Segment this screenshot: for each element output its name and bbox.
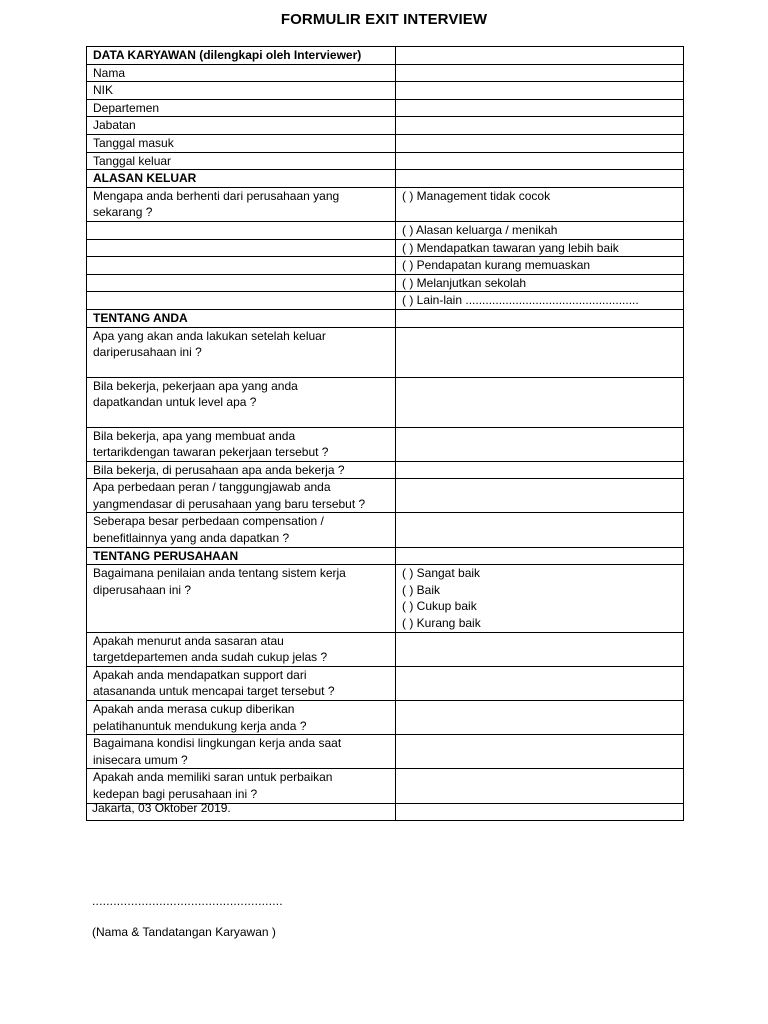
form-row (87, 427, 684, 461)
signature-line: ...................................................... (92, 894, 283, 908)
form-row (87, 327, 684, 377)
answer-cell[interactable] (396, 461, 684, 479)
question-label: Bagaimana kondisi lingkungan kerja anda saat inisecara umum ? (87, 735, 396, 769)
section-heading: TENTANG PERUSAHAAN (87, 547, 396, 565)
form-row (87, 701, 684, 735)
answer-cell[interactable] (396, 82, 684, 100)
question-label: Seberapa besar perbedaan compensation / benefitlainnya yang anda dapatkan ? (87, 513, 396, 547)
answer-cell[interactable] (396, 257, 684, 275)
answer-cell[interactable] (396, 239, 684, 257)
form-row (87, 632, 684, 666)
question-label: Tanggal masuk (87, 134, 396, 152)
answer-cell[interactable] (396, 309, 684, 327)
answer-option[interactable]: ( ) Baik (402, 582, 441, 597)
question-label (87, 292, 396, 310)
answer-cell[interactable] (396, 187, 684, 221)
answer-cell[interactable] (396, 274, 684, 292)
question-label: Apakah anda memiliki saran untuk perbaikan kedepan bagi perusahaan ini ? (87, 769, 396, 803)
answer-cell[interactable] (396, 769, 684, 803)
form-row (87, 769, 684, 803)
section-row (87, 547, 684, 565)
answer-option[interactable]: ( ) Mendapatkan tawaran yang lebih baik (402, 240, 619, 255)
form-row (87, 666, 684, 700)
question-label: Mengapa anda berhenti dari perusahaan yang sekarang ? (87, 187, 396, 221)
answer-cell[interactable] (396, 170, 684, 188)
answer-option[interactable]: ( ) Melanjutkan sekolah (402, 275, 527, 290)
exit-interview-table (86, 46, 684, 821)
answer-option[interactable]: ( ) Alasan keluarga / menikah (402, 222, 558, 237)
question-label: Jabatan (87, 117, 396, 135)
question-label: Bila bekerja, di perusahaan apa anda bekerja ? (87, 461, 396, 479)
form-row (87, 292, 684, 310)
answer-cell[interactable] (396, 701, 684, 735)
section-heading: ALASAN KELUAR (87, 170, 396, 188)
question-label (87, 221, 396, 239)
form-row (87, 64, 684, 82)
answer-cell[interactable] (396, 479, 684, 513)
answer-option[interactable]: ( ) Cukup baik (402, 599, 477, 614)
answer-option[interactable]: ( ) Pendapatan kurang memuaskan (402, 258, 591, 273)
section-heading: TENTANG ANDA (87, 309, 396, 327)
section-row (87, 47, 684, 65)
answer-cell[interactable] (396, 735, 684, 769)
question-label: Apa yang akan anda lakukan setelah keluar dariperusahaan ini ? (87, 327, 396, 377)
form-row (87, 479, 684, 513)
answer-cell[interactable] (396, 327, 684, 377)
form-row (87, 274, 684, 292)
form-title: FORMULIR EXIT INTERVIEW (280, 11, 488, 28)
answer-cell[interactable] (396, 803, 684, 820)
answer-cell[interactable] (396, 134, 684, 152)
form-row (87, 99, 684, 117)
answer-cell[interactable] (396, 99, 684, 117)
form-row (87, 239, 684, 257)
form-row (87, 134, 684, 152)
answer-cell[interactable] (396, 565, 684, 632)
answer-cell[interactable] (396, 64, 684, 82)
section-row (87, 170, 684, 188)
question-label: Tanggal keluar (87, 152, 396, 170)
question-label: Apakah menurut anda sasaran atau targetdepartemen anda sudah cukup jelas ? (87, 632, 396, 666)
question-label: Nama (87, 64, 396, 82)
question-label (87, 239, 396, 257)
question-label: Apakah anda merasa cukup diberikan pelatihanuntuk mendukung kerja anda ? (87, 701, 396, 735)
form-row (87, 82, 684, 100)
form-row (87, 565, 684, 632)
question-label: Departemen (87, 99, 396, 117)
answer-option[interactable]: ( ) Management tidak cocok (402, 188, 551, 203)
form-row (87, 735, 684, 769)
answer-cell[interactable] (396, 666, 684, 700)
answer-option[interactable]: ( ) Kurang baik (402, 616, 481, 631)
form-row (87, 221, 684, 239)
date-line: Jakarta, 03 Oktober 2019. (92, 801, 231, 815)
form-row (87, 152, 684, 170)
section-row (87, 309, 684, 327)
question-label: Apakah anda mendapatkan support dari atasananda untuk mencapai target tersebut ? (87, 666, 396, 700)
section-heading: DATA KARYAWAN (dilengkapi oleh Interviewer) (87, 47, 396, 65)
form-row (87, 117, 684, 135)
form-row (87, 377, 684, 427)
answer-cell[interactable] (396, 47, 684, 65)
form-row (87, 513, 684, 547)
answer-cell[interactable] (396, 117, 684, 135)
answer-cell[interactable] (396, 377, 684, 427)
question-label (87, 257, 396, 275)
answer-cell[interactable] (396, 292, 684, 310)
answer-option[interactable]: ( ) Sangat baik (402, 566, 481, 581)
form-row (87, 257, 684, 275)
question-label: Bagaimana penilaian anda tentang sistem kerja diperusahaan ini ? (87, 565, 396, 632)
question-label: NIK (87, 82, 396, 100)
question-label: Bila bekerja, apa yang membuat anda tertarikdengan tawaran pekerjaan tersebut ? (87, 427, 396, 461)
answer-cell[interactable] (396, 427, 684, 461)
answer-cell[interactable] (396, 513, 684, 547)
answer-option[interactable]: ( ) Lain-lain .................................................... (402, 293, 639, 308)
answer-cell[interactable] (396, 632, 684, 666)
question-label: Bila bekerja, pekerjaan apa yang anda dapatkandan untuk level apa ? (87, 377, 396, 427)
question-label (87, 274, 396, 292)
answer-cell[interactable] (396, 152, 684, 170)
form-row (87, 187, 684, 221)
question-label: Apa perbedaan peran / tanggungjawab anda yangmendasar di perusahaan yang baru tersebut ? (87, 479, 396, 513)
answer-cell[interactable] (396, 221, 684, 239)
signature-label: (Nama & Tandatangan Karyawan ) (92, 925, 276, 939)
answer-cell[interactable] (396, 547, 684, 565)
form-row (87, 461, 684, 479)
